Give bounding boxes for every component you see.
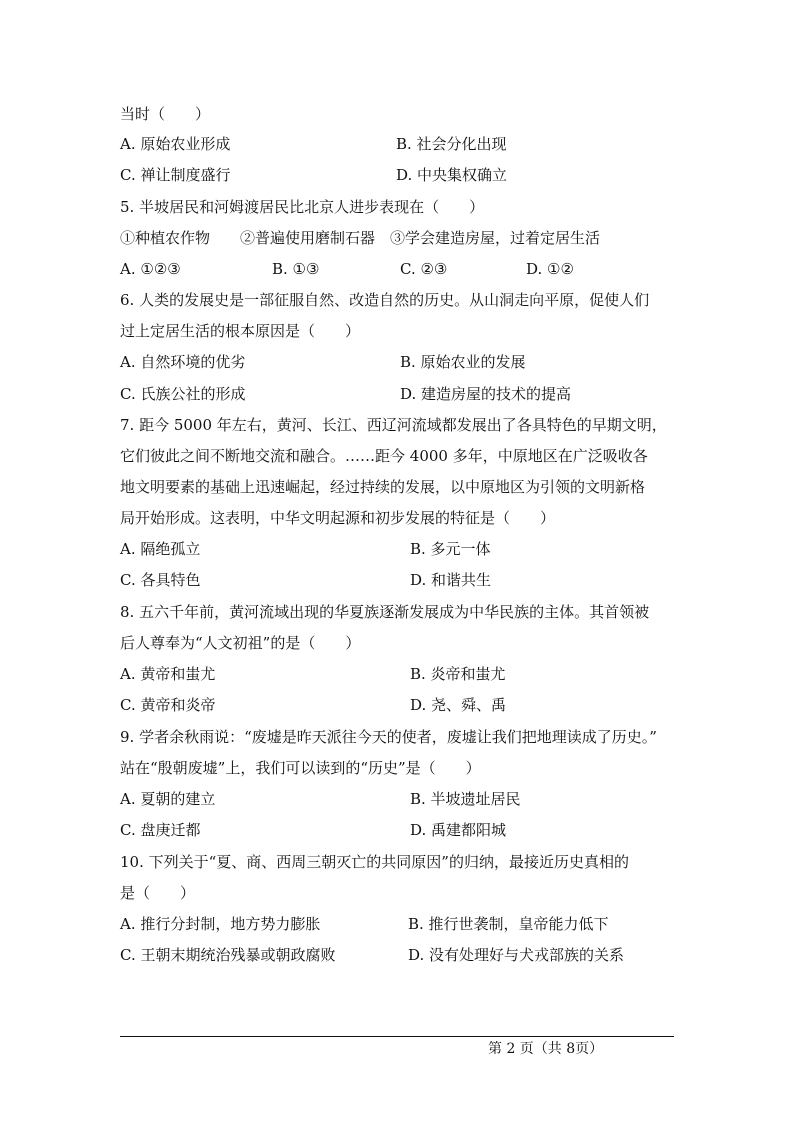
q8-stem-line-1: 8. 五六千年前，黄河流域出现的华夏族逐渐发展成为中华民族的主体。其首领被 <box>120 603 650 621</box>
q9-option-d: D. 禹建都阳城 <box>410 821 507 839</box>
q9-option-c: C. 盘庚迁都 <box>120 821 201 839</box>
q4-stem-tail: 当时（ ） <box>120 105 211 123</box>
q8-option-d: D. 尧、舜、禹 <box>410 696 507 714</box>
q6-option-b: B. 原始农业的发展 <box>400 353 526 371</box>
q5-option-c: C. ②③ <box>400 260 448 278</box>
q10-option-c: C. 王朝末期统治残暴或朝政腐败 <box>120 946 336 964</box>
q7-stem-line-1: 7. 距今 5000 年左右，黄河、长江、西辽河流域都发展出了各具特色的早期文明， <box>120 416 667 434</box>
q8-option-b: B. 炎帝和蚩尤 <box>410 665 506 683</box>
q9-option-b: B. 半坡遗址居民 <box>410 790 521 808</box>
q10-stem-line-2: 是（ ） <box>120 884 196 902</box>
q7-option-b: B. 多元一体 <box>410 540 491 558</box>
q10-option-d: D. 没有处理好与犬戎部族的关系 <box>408 946 625 964</box>
q10-option-a: A. 推行分封制，地方势力膨胀 <box>120 915 321 933</box>
q9-option-a: A. 夏朝的建立 <box>120 790 216 808</box>
q6-stem-line-1: 6. 人类的发展史是一部征服自然、改造自然的历史。从山洞走向平原，促使人们 <box>120 291 650 309</box>
q6-stem-line-2: 过上定居生活的根本原因是（ ） <box>120 322 361 340</box>
q6-option-c: C. 氏族公社的形成 <box>120 385 246 403</box>
q5-option-b: B. ①③ <box>272 260 320 278</box>
q8-option-c: C. 黄帝和炎帝 <box>120 696 216 714</box>
q5-items: ①种植农作物 ②普遍使用磨制石器 ③学会建造房屋，过着定居生活 <box>120 229 601 247</box>
q5-option-a: A. ①②③ <box>120 260 181 278</box>
q7-stem-line-4: 局开始形成。这表明，中华文明起源和初步发展的特征是（ ） <box>120 509 556 527</box>
q7-stem-line-3: 地文明要素的基础上迅速崛起，经过持续的发展，以中原地区为引领的文明新格 <box>120 478 646 496</box>
q10-stem-line-1: 10. 下列关于“夏、商、西周三朝灭亡的共同原因”的归纳，最接近历史真相的 <box>120 853 629 871</box>
q8-stem-line-2: 后人尊奉为“人文初祖”的是（ ） <box>120 634 361 652</box>
q4-option-b: B. 社会分化出现 <box>396 135 507 153</box>
q7-option-d: D. 和谐共生 <box>410 571 492 589</box>
q9-stem-line-1: 9. 学者余秋雨说：“废墟是昨天派往今天的使者，废墟让我们把地理读成了历史。” <box>120 728 657 746</box>
footer-divider <box>120 1036 674 1037</box>
q5-option-d: D. ①② <box>526 260 574 278</box>
q5-stem: 5. 半坡居民和河姆渡居民比北京人进步表现在（ ） <box>120 198 485 216</box>
q7-stem-line-2: 它们彼此之间不断地交流和融合。……距今 4000 多年，中原地区在广泛吸收各 <box>120 447 648 465</box>
q4-option-a: A. 原始农业形成 <box>120 135 231 153</box>
exam-page <box>120 0 680 1122</box>
q10-option-b: B. 推行世袭制，皇帝能力低下 <box>408 915 609 933</box>
q9-stem-line-2: 站在“殷朝废墟”上，我们可以读到的“历史”是（ ） <box>120 759 481 777</box>
q6-option-a: A. 自然环境的优劣 <box>120 353 246 371</box>
q8-option-a: A. 黄帝和蚩尤 <box>120 665 216 683</box>
q4-option-d: D. 中央集权确立 <box>396 166 508 184</box>
q7-option-a: A. 隔绝孤立 <box>120 540 201 558</box>
q4-option-c: C. 禅让制度盛行 <box>120 166 231 184</box>
page-number: 第 2 页（共 8页） <box>488 1041 604 1057</box>
q7-option-c: C. 各具特色 <box>120 571 201 589</box>
q6-option-d: D. 建造房屋的技术的提高 <box>400 385 572 403</box>
